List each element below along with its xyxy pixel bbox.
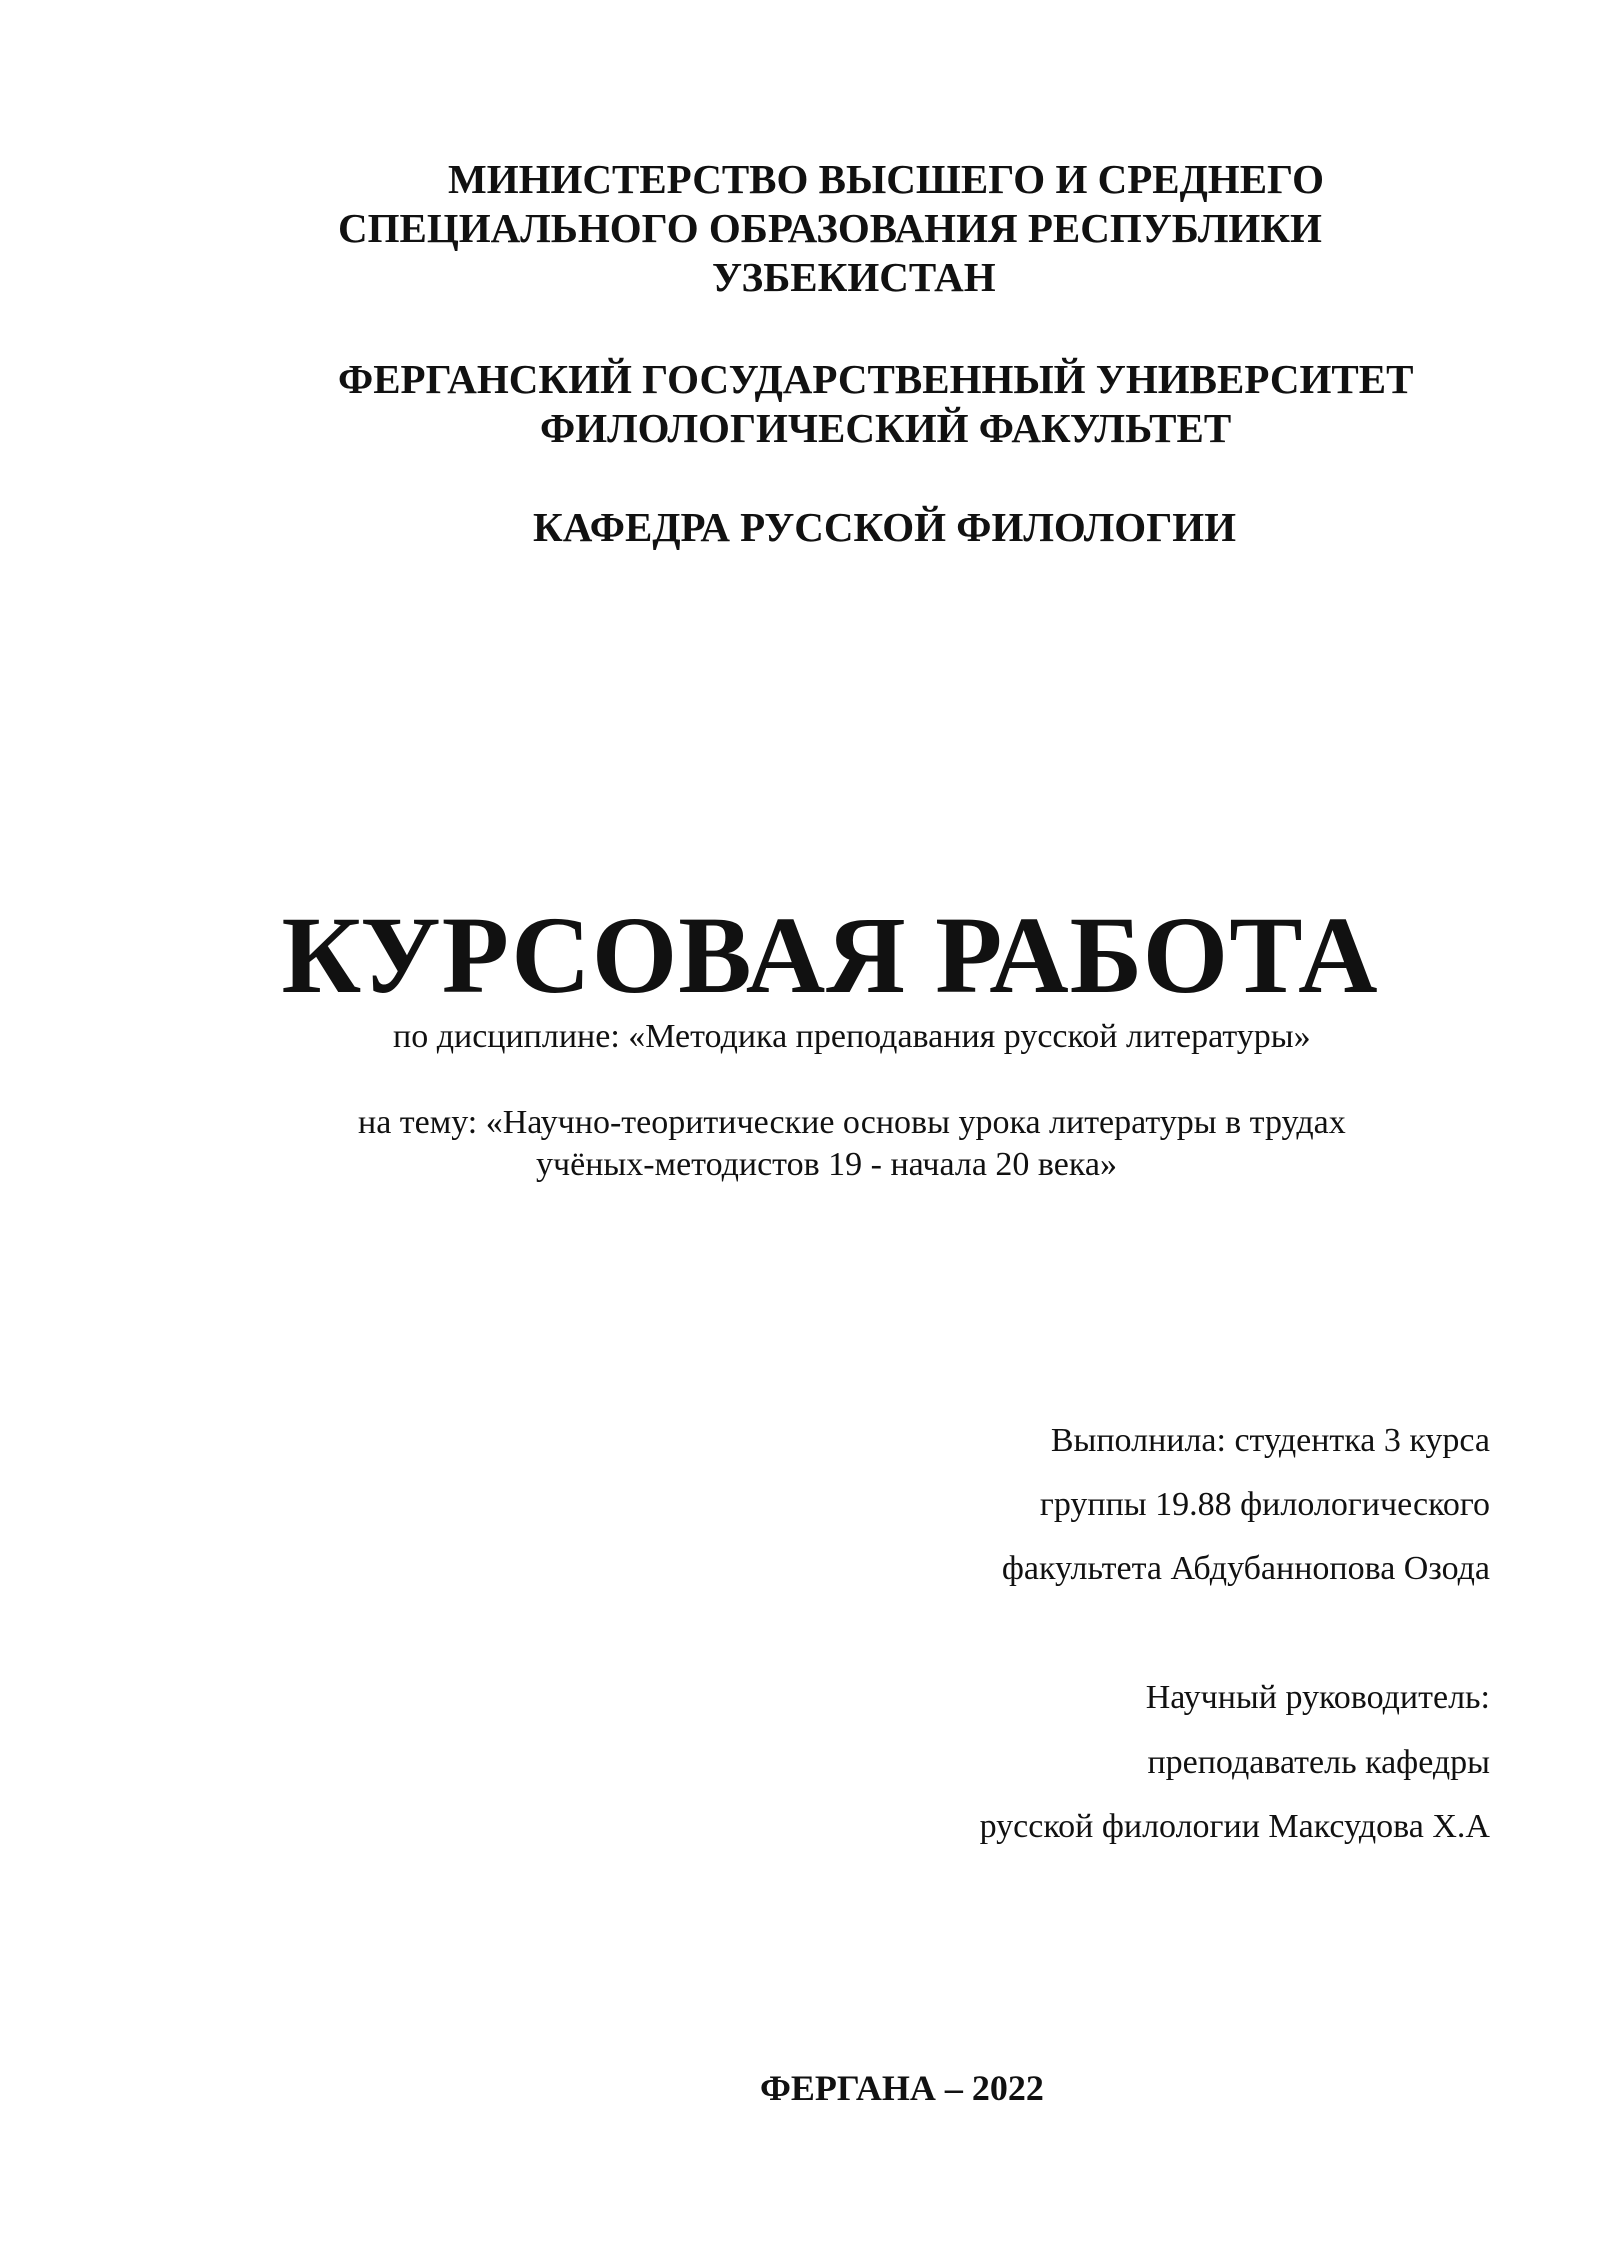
ministry-line-1: МИНИСТЕРСТВО ВЫСШЕГО И СРЕДНЕГО [448,156,1324,202]
document-title: КУРСОВАЯ РАБОТА [281,894,1379,1016]
department-name: КАФЕДРА РУССКОЙ ФИЛОЛОГИИ [533,504,1237,550]
supervisor-line-2: преподаватель кафедры [1147,1744,1490,1781]
ministry-line-3: УЗБЕКИСТАН [712,254,996,300]
discipline-line: по дисциплине: «Методика преподавания русской литературы» [393,1018,1311,1055]
university-line-2: ФИЛОЛОГИЧЕСКИЙ ФАКУЛЬТЕТ [540,405,1232,451]
city-year: ФЕРГАНА – 2022 [760,2068,1044,2108]
topic-line-1: на тему: «Научно-теоритические основы урока литературы в трудах [358,1104,1346,1141]
author-line-2: группы 19.88 филологического [1039,1486,1490,1523]
author-line-1: Выполнила: студентка 3 курса [1050,1422,1490,1459]
author-line-3: факультета Абдубаннопова Озода [1001,1550,1490,1587]
ministry-line-2: СПЕЦИАЛЬНОГО ОБРАЗОВАНИЯ РЕСПУБЛИКИ [338,205,1322,251]
topic-line-2: учёных-методистов 19 - начала 20 века» [536,1146,1117,1183]
supervisor-line-3: русской филологии Максудова Х.А [979,1808,1490,1845]
university-line-1: ФЕРГАНСКИЙ ГОСУДАРСТВЕННЫЙ УНИВЕРСИТЕТ [338,356,1414,402]
supervisor-line-1: Научный руководитель: [1145,1679,1490,1716]
